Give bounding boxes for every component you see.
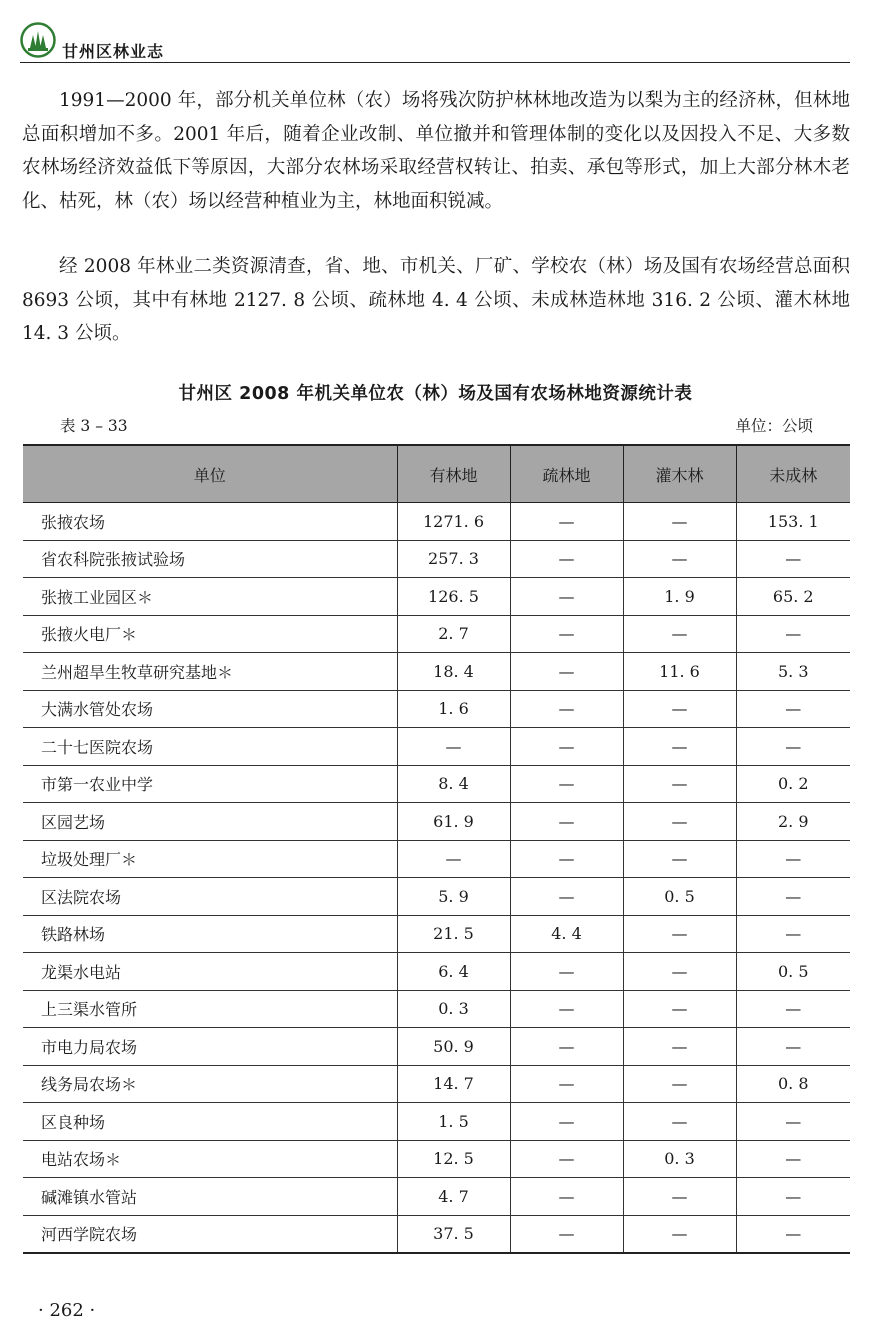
cell-sparse-forest: — bbox=[510, 503, 623, 541]
header-shrub-forest: 灌木林 bbox=[623, 445, 736, 503]
cell-forest-land: — bbox=[397, 840, 510, 878]
cell-sparse-forest: — bbox=[510, 803, 623, 841]
cell-forest-land: 8. 4 bbox=[397, 765, 510, 803]
cell-shrub-forest: — bbox=[623, 503, 736, 541]
cell-shrub-forest: — bbox=[623, 953, 736, 991]
page-header bbox=[20, 22, 850, 63]
cell-sparse-forest: — bbox=[510, 690, 623, 728]
cell-shrub-forest: — bbox=[623, 990, 736, 1028]
table-row bbox=[23, 990, 850, 1028]
cell-immature-forest: 0. 8 bbox=[736, 1065, 850, 1103]
cell-immature-forest: — bbox=[736, 1215, 850, 1253]
cell-unit-name: 垃圾处理厂＊ bbox=[23, 840, 397, 878]
cell-immature-forest: — bbox=[736, 690, 850, 728]
cell-immature-forest: — bbox=[736, 1103, 850, 1141]
table-row bbox=[23, 878, 850, 916]
cell-sparse-forest: — bbox=[510, 615, 623, 653]
table-row bbox=[23, 1065, 850, 1103]
cell-unit-name: 区良种场 bbox=[23, 1103, 397, 1141]
cell-forest-land: 18. 4 bbox=[397, 653, 510, 691]
cell-unit-name: 兰州超旱生牧草研究基地＊ bbox=[23, 653, 397, 691]
table-row bbox=[23, 503, 850, 541]
cell-shrub-forest: — bbox=[623, 1215, 736, 1253]
cell-forest-land: 1. 6 bbox=[397, 690, 510, 728]
header-forest-land: 有林地 bbox=[397, 445, 510, 503]
cell-unit-name: 二十七医院农场 bbox=[23, 728, 397, 766]
table-unit: 单位：公顷 bbox=[735, 417, 813, 435]
cell-unit-name: 市第一农业中学 bbox=[23, 765, 397, 803]
cell-immature-forest: 0. 5 bbox=[736, 953, 850, 991]
table-row bbox=[23, 578, 850, 616]
cell-shrub-forest: — bbox=[623, 803, 736, 841]
cell-sparse-forest: 4. 4 bbox=[510, 915, 623, 953]
page-number: · 262 · bbox=[38, 1300, 96, 1321]
table-row bbox=[23, 1140, 850, 1178]
cell-shrub-forest: 1. 9 bbox=[623, 578, 736, 616]
cell-unit-name: 上三渠水管所 bbox=[23, 990, 397, 1028]
cell-immature-forest: 153. 1 bbox=[736, 503, 850, 541]
cell-unit-name: 张掖工业园区＊ bbox=[23, 578, 397, 616]
cell-immature-forest: — bbox=[736, 728, 850, 766]
cell-forest-land: 5. 9 bbox=[397, 878, 510, 916]
cell-immature-forest: — bbox=[736, 1140, 850, 1178]
cell-sparse-forest: — bbox=[510, 953, 623, 991]
cell-unit-name: 铁路林场 bbox=[23, 915, 397, 953]
cell-forest-land: 12. 5 bbox=[397, 1140, 510, 1178]
cell-sparse-forest: — bbox=[510, 653, 623, 691]
cell-forest-land: 0. 3 bbox=[397, 990, 510, 1028]
cell-shrub-forest: — bbox=[623, 690, 736, 728]
cell-sparse-forest: — bbox=[510, 1215, 623, 1253]
cell-forest-land: 50. 9 bbox=[397, 1028, 510, 1066]
forest-resource-table bbox=[23, 444, 850, 1254]
body-paragraph: 1991—2000 年，部分机关单位林（农）场将残次防护林林地改造为以梨为主的经济林，但林地总面积增加不多。2001 年后，随着企业改制、单位撤并和管理体制的变化以及因投入不足、大多数农林场经济效益低下等原因，大部分农林场采取经营权转让、拍卖、承包等形式，加上大部分林木老化、枯死，林（农）场以经营种植业为主，林地面积锐减。 bbox=[22, 90, 850, 212]
table-row bbox=[23, 540, 850, 578]
table-row bbox=[23, 615, 850, 653]
table-row bbox=[23, 803, 850, 841]
cell-sparse-forest: — bbox=[510, 578, 623, 616]
cell-forest-land: 21. 5 bbox=[397, 915, 510, 953]
cell-forest-land: 126. 5 bbox=[397, 578, 510, 616]
table-number: 表 3 – 33 bbox=[60, 417, 128, 435]
cell-immature-forest: 2. 9 bbox=[736, 803, 850, 841]
book-title: 甘州区林业志 bbox=[62, 42, 165, 61]
cell-unit-name: 线务局农场＊ bbox=[23, 1065, 397, 1103]
table-row bbox=[23, 1215, 850, 1253]
cell-immature-forest: — bbox=[736, 1178, 850, 1216]
cell-unit-name: 河西学院农场 bbox=[23, 1215, 397, 1253]
cell-immature-forest: — bbox=[736, 840, 850, 878]
cell-shrub-forest: — bbox=[623, 615, 736, 653]
cell-sparse-forest: — bbox=[510, 1103, 623, 1141]
cell-forest-land: 14. 7 bbox=[397, 1065, 510, 1103]
cell-immature-forest: — bbox=[736, 990, 850, 1028]
cell-shrub-forest: — bbox=[623, 1065, 736, 1103]
table-title: 甘州区 2008 年机关单位农（林）场及国有农场林地资源统计表 bbox=[178, 384, 693, 404]
table-header-row bbox=[23, 445, 850, 503]
cell-sparse-forest: — bbox=[510, 990, 623, 1028]
cell-sparse-forest: — bbox=[510, 1140, 623, 1178]
table-row bbox=[23, 728, 850, 766]
table-row bbox=[23, 840, 850, 878]
body-paragraph: 经 2008 年林业二类资源清查，省、地、市机关、厂矿、学校农（林）场及国有农场经营总面积 8693 公顷，其中有林地 2127. 8 公顷、疏林地 4. 4 公顷、未成林造林地 316. 2 公顷、灌木林地 14. 3 公顷。 bbox=[22, 256, 850, 344]
cell-forest-land: 2. 7 bbox=[397, 615, 510, 653]
cell-shrub-forest: — bbox=[623, 1103, 736, 1141]
cell-immature-forest: — bbox=[736, 540, 850, 578]
cell-immature-forest: — bbox=[736, 915, 850, 953]
cell-sparse-forest: — bbox=[510, 840, 623, 878]
cell-shrub-forest: — bbox=[623, 1178, 736, 1216]
cell-unit-name: 区法院农场 bbox=[23, 878, 397, 916]
cell-forest-land: 4. 7 bbox=[397, 1178, 510, 1216]
cell-forest-land: 37. 5 bbox=[397, 1215, 510, 1253]
cell-forest-land: 1. 5 bbox=[397, 1103, 510, 1141]
cell-unit-name: 区园艺场 bbox=[23, 803, 397, 841]
cell-unit-name: 龙渠水电站 bbox=[23, 953, 397, 991]
cell-immature-forest: 5. 3 bbox=[736, 653, 850, 691]
cell-immature-forest: — bbox=[736, 615, 850, 653]
forest-trees-logo-icon bbox=[20, 22, 56, 58]
cell-shrub-forest: 0. 5 bbox=[623, 878, 736, 916]
cell-shrub-forest: 0. 3 bbox=[623, 1140, 736, 1178]
cell-sparse-forest: — bbox=[510, 728, 623, 766]
cell-shrub-forest: — bbox=[623, 840, 736, 878]
cell-sparse-forest: — bbox=[510, 1028, 623, 1066]
cell-unit-name: 电站农场＊ bbox=[23, 1140, 397, 1178]
cell-sparse-forest: — bbox=[510, 1178, 623, 1216]
cell-forest-land: — bbox=[397, 728, 510, 766]
cell-shrub-forest: — bbox=[623, 765, 736, 803]
table-row bbox=[23, 653, 850, 691]
cell-immature-forest: 65. 2 bbox=[736, 578, 850, 616]
cell-unit-name: 市电力局农场 bbox=[23, 1028, 397, 1066]
cell-shrub-forest: — bbox=[623, 728, 736, 766]
cell-unit-name: 碱滩镇水管站 bbox=[23, 1178, 397, 1216]
header-unit: 单位 bbox=[23, 445, 397, 503]
cell-immature-forest: 0. 2 bbox=[736, 765, 850, 803]
table-row bbox=[23, 1028, 850, 1066]
cell-shrub-forest: — bbox=[623, 915, 736, 953]
table-row bbox=[23, 1178, 850, 1216]
cell-shrub-forest: — bbox=[623, 1028, 736, 1066]
cell-forest-land: 61. 9 bbox=[397, 803, 510, 841]
header-sparse-forest: 疏林地 bbox=[510, 445, 623, 503]
cell-forest-land: 257. 3 bbox=[397, 540, 510, 578]
cell-forest-land: 6. 4 bbox=[397, 953, 510, 991]
cell-sparse-forest: — bbox=[510, 540, 623, 578]
table-row bbox=[23, 765, 850, 803]
cell-immature-forest: — bbox=[736, 878, 850, 916]
cell-unit-name: 张掖农场 bbox=[23, 503, 397, 541]
cell-shrub-forest: 11. 6 bbox=[623, 653, 736, 691]
cell-unit-name: 省农科院张掖试验场 bbox=[23, 540, 397, 578]
table-row bbox=[23, 953, 850, 991]
cell-immature-forest: — bbox=[736, 1028, 850, 1066]
cell-unit-name: 大满水管处农场 bbox=[23, 690, 397, 728]
table-row bbox=[23, 1103, 850, 1141]
cell-shrub-forest: — bbox=[623, 540, 736, 578]
cell-forest-land: 1271. 6 bbox=[397, 503, 510, 541]
cell-unit-name: 张掖火电厂＊ bbox=[23, 615, 397, 653]
table-row bbox=[23, 915, 850, 953]
cell-sparse-forest: — bbox=[510, 765, 623, 803]
table-row bbox=[23, 690, 850, 728]
header-immature-forest: 未成林 bbox=[736, 445, 850, 503]
cell-sparse-forest: — bbox=[510, 1065, 623, 1103]
cell-sparse-forest: — bbox=[510, 878, 623, 916]
